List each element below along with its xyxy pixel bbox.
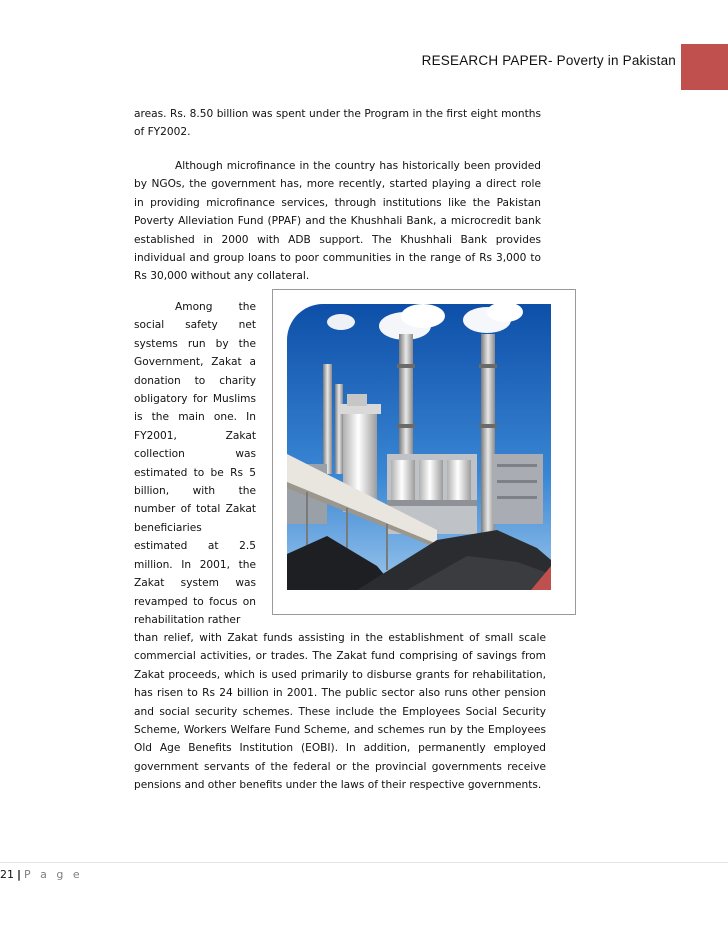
paragraph-continuation: areas. Rs. 8.50 billion was spent under the Program in the first eight months of FY2002. xyxy=(134,108,541,139)
power-plant-illustration xyxy=(287,304,551,590)
header-color-tab xyxy=(681,44,728,90)
paragraph-microfinance: Although microfinance in the country has historically been provided by NGOs, the government has, more recently, started playing a direct role in providing microfinance services, through institutions like the Pakistan Poverty Alleviation Fund (PPAF) and the Khushhali Bank, a microcredit bank established in 2000 with ADB support. The Khushhali Bank provides individual and group loans to poor communities in the range of Rs 3,000 to Rs 30,000 without any collateral. xyxy=(134,160,541,283)
figure-frame xyxy=(272,289,576,615)
page-number: 21 xyxy=(0,868,14,881)
footer-divider xyxy=(0,862,728,863)
paragraph-zakat-wrap-text: Among the social safety net systems run by the Government, Zakat a donation to charity obligatory for Muslims is the main one. In FY2001, Zakat collection was estimated to be Rs 5 billion, with the number of total Zakat beneficiaries estimated at 2.5 million. In 2001, the Zakat system was revamped to focus on rehabilitation rather xyxy=(134,301,256,626)
page-footer xyxy=(0,868,83,881)
page-label: P a g e xyxy=(24,868,83,881)
footer-separator: | xyxy=(17,868,22,881)
paragraph-zakat-continued: than relief, with Zakat funds assisting in the establishment of small scale commercial activities, or trades. The Zakat fund comprising of savings from Zakat proceeds, which is used primarily to disburse grants for rehabilitation, has risen to Rs 24 billion in 2001. The public sector also runs other pension and social security schemes. These include the Employees Social Security Scheme, Workers Welfare Fund Scheme, and schemes run by the Employees Old Age Benefits Institution (EOBI). In addition, permanently employed government servants of the federal or the provincial governments receive pensions and other benefits under the laws of their respective governments. xyxy=(134,632,546,792)
power-plant-image xyxy=(287,304,551,590)
paragraph-zakat-wrap xyxy=(134,298,256,629)
running-header-title: RESEARCH PAPER- Poverty in Pakistan xyxy=(421,53,676,68)
